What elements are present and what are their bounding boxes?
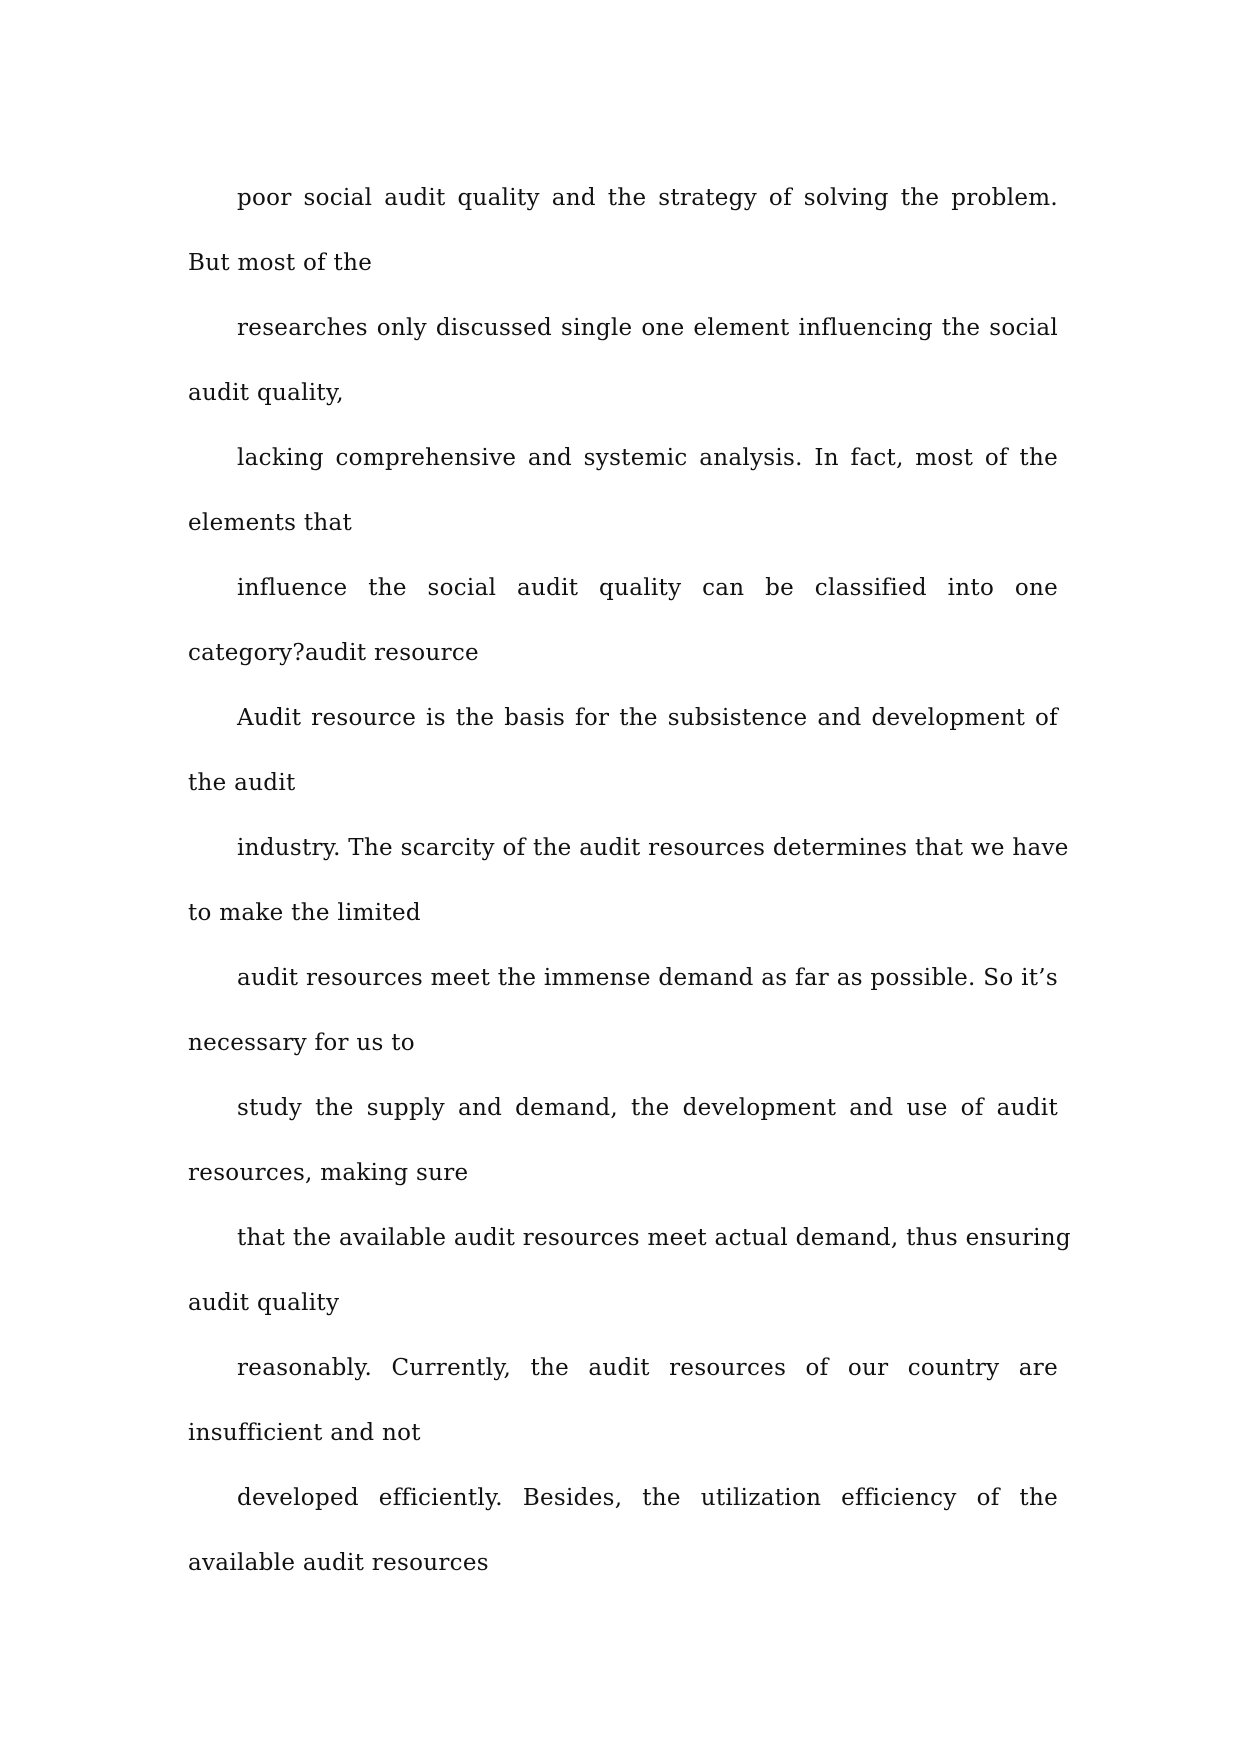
text-line: reasonably. Currently, the audit resources of our country are (237, 1355, 1058, 1381)
text-line: elements that (188, 510, 353, 536)
text-line: poor social audit quality and the strategy of solving the problem. (237, 185, 1058, 211)
text-line: insufficient and not (188, 1420, 421, 1446)
text-line: But most of the (188, 250, 373, 276)
text-line: developed efficiently. Besides, the utilization efficiency of the (237, 1485, 1058, 1511)
body-text (188, 166, 1071, 1596)
text-line: audit resources meet the immense demand as far as possible. So it’s (237, 965, 1058, 991)
text-line: category?audit resource (188, 640, 479, 666)
text-line: industry. The scarcity of the audit resources determines that we have (237, 835, 1069, 861)
text-line: researches only discussed single one element influencing the social (237, 315, 1058, 341)
text-line: study the supply and demand, the development and use of audit (237, 1095, 1058, 1121)
text-line: audit quality, (188, 380, 344, 406)
text-line: lacking comprehensive and systemic analysis. In fact, most of the (237, 445, 1058, 471)
text-line: to make the limited (188, 900, 421, 926)
text-line: necessary for us to (188, 1030, 415, 1056)
text-line: influence the social audit quality can be classified into one (237, 575, 1058, 601)
text-line: resources, making sure (188, 1160, 469, 1186)
text-line: Audit resource is the basis for the subsistence and development of (237, 705, 1058, 731)
text-line: the audit (188, 770, 296, 796)
text-line: that the available audit resources meet actual demand, thus ensuring (237, 1225, 1071, 1251)
text-line: audit quality (188, 1290, 340, 1316)
text-line: available audit resources (188, 1550, 489, 1576)
